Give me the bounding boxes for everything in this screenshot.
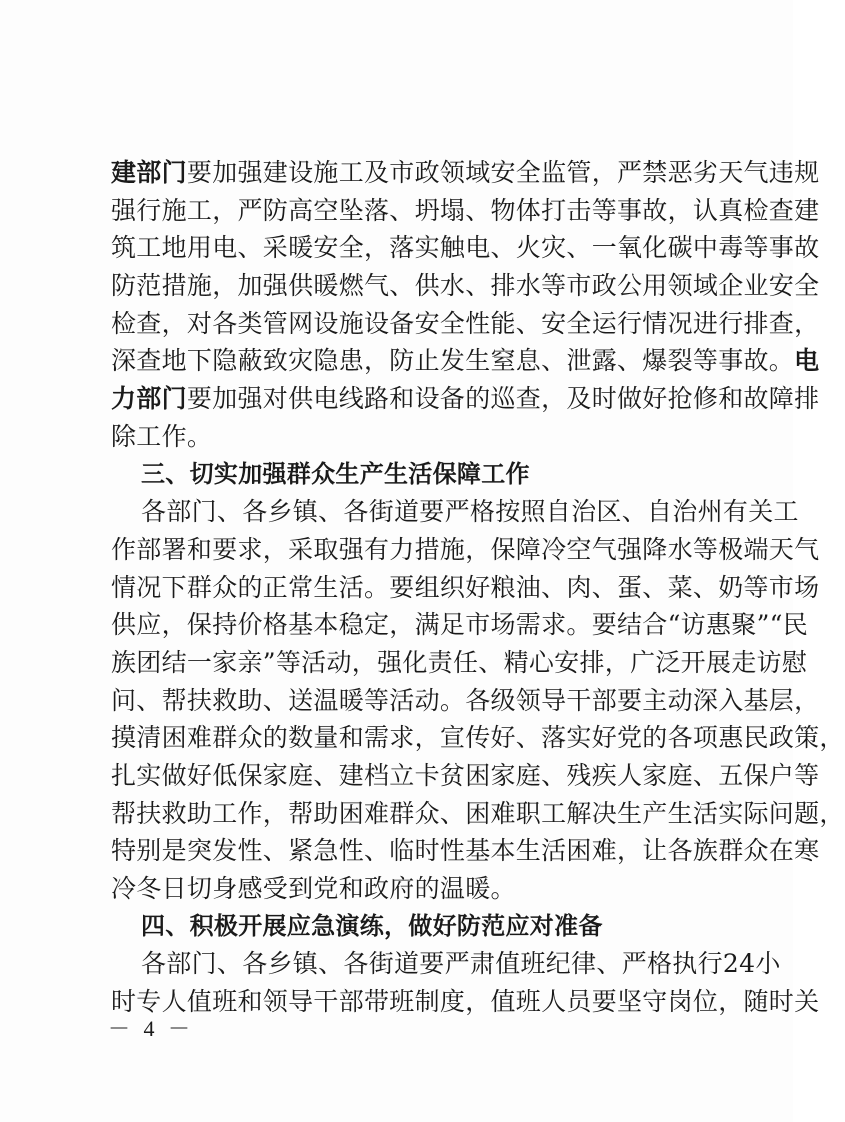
text-segment: 供应，保持价格基本稳定，满足市场需求。要结合“访惠聚”“民 xyxy=(111,610,809,640)
text-line xyxy=(111,380,820,418)
text-segment: 防范措施，加强供暖燃气、供水、排水等市政公用领域企业安全 xyxy=(111,271,820,301)
text-line xyxy=(111,795,845,833)
text-segment: 检查，对各类管网设施设备安全性能、安全运行情况进行排查， xyxy=(111,308,820,338)
text-line xyxy=(111,945,781,983)
section-heading xyxy=(111,908,691,946)
text-line xyxy=(111,606,809,644)
text-line xyxy=(111,154,820,192)
bold-text-segment: 建部门 xyxy=(111,158,187,187)
text-segment: 冷冬日切身感受到党和政府的温暖。 xyxy=(111,874,516,904)
text-segment: 特别是突发性、紧急性、临时性基本生活困难，让各族群众在寒 xyxy=(111,836,820,866)
text-segment: 要加强建设施工及市政领域安全监管，严禁恶劣天气违规 xyxy=(186,158,820,187)
text-segment: 问、帮扶救助、送温暖等活动。各级领导干部要主动深入基层， xyxy=(111,685,820,715)
text-line xyxy=(111,719,845,757)
text-line xyxy=(111,644,808,682)
text-line xyxy=(111,267,820,305)
text-segment: 各部门、各乡镇、各街道要严肃值班纪律、严格执行24小 xyxy=(141,949,781,979)
section-heading xyxy=(111,456,691,494)
text-line xyxy=(111,192,820,230)
text-line xyxy=(111,418,691,456)
text-line xyxy=(111,342,820,380)
bold-text-segment: 四、积极开展应急演练，做好防范应对准备 xyxy=(141,911,603,940)
text-line xyxy=(111,682,820,720)
text-segment: 时专人值班和领导干部带班制度，值班人员要坚守岗位，随时关 xyxy=(111,987,820,1017)
text-line xyxy=(111,305,820,343)
document-body xyxy=(111,154,845,1021)
text-segment: 情况下群众的正常生活。要组织好粮油、肉、蛋、菜、奶等市场 xyxy=(111,572,820,602)
text-line xyxy=(111,870,691,908)
text-segment: 筑工地用电、采暖安全，落实触电、火灾、一氧化碳中毒等事故 xyxy=(111,233,820,263)
text-segment: 深查地下隐蔽致灾隐患，防止发生窒息、泄露、爆裂等事故。 xyxy=(111,346,795,376)
bold-text-segment: 三、切实加强群众生产生活保障工作 xyxy=(141,459,530,488)
text-segment: 扎实做好低保家庭、建档立卡贫困家庭、残疾人家庭、五保户等 xyxy=(111,761,820,790)
text-line xyxy=(111,569,820,607)
text-line xyxy=(111,757,820,795)
text-segment: 族团结一家亲”等活动，强化责任、精心安排，广泛开展走访慰 xyxy=(111,647,808,677)
text-segment: 各部门、各乡镇、各街道要严格按照自治区、自治州有关工 xyxy=(141,497,799,527)
text-line xyxy=(111,531,820,569)
text-line xyxy=(111,493,799,531)
text-segment: 强行施工，严防高空坠落、坍塌、物体打击等事故，认真检查建 xyxy=(111,195,820,225)
text-segment: 除工作。 xyxy=(111,421,213,451)
page-number: － 4 － xyxy=(108,1016,195,1041)
text-segment: 帮扶救助工作，帮助困难群众、困难职工解决生产生活实际问题， xyxy=(111,798,845,828)
bold-text-segment: 力部门 xyxy=(111,384,187,414)
text-segment: 摸清困难群众的数量和需求，宣传好、落实好党的各项惠民政策， xyxy=(111,723,845,753)
text-line xyxy=(111,229,820,267)
text-segment: 要加强对供电线路和设备的巡查，及时做好抢修和故障排 xyxy=(186,384,820,414)
bold-text-segment: 电 xyxy=(794,346,820,376)
text-segment: 作部署和要求，采取强有力措施，保障冷空气强降水等极端天气 xyxy=(111,534,820,564)
text-line xyxy=(111,983,820,1021)
text-line xyxy=(111,832,820,870)
